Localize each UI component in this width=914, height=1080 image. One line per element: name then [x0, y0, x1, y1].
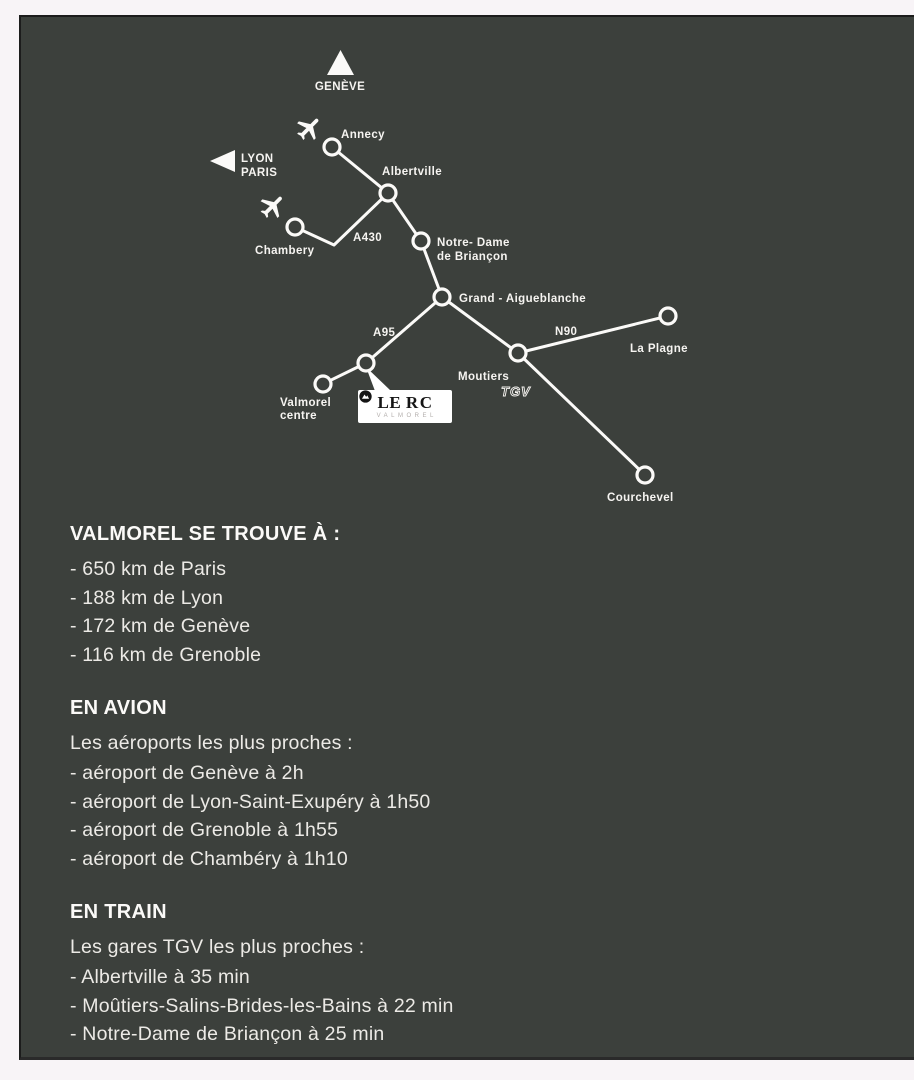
node-valmorel-centre [315, 376, 331, 392]
label-paris: PARIS [241, 167, 278, 179]
section-distances [70, 521, 884, 669]
node-la-plagne [660, 308, 676, 324]
label-lyon: LYON [241, 153, 274, 165]
label-moutiers: Moutiers [458, 371, 510, 383]
label-valmorel-line2: centre [280, 410, 317, 422]
list-item: - Moûtiers-Salins-Brides-les-Bains à 22 min [70, 994, 454, 1017]
avion-intro: Les aéroports les plus proches : [70, 732, 353, 754]
label-notre-dame-line2: de Briançon [437, 251, 508, 263]
road-moutiers-courchevel [518, 353, 645, 475]
le-roc-logo-title [378, 394, 433, 411]
node-albertville [380, 185, 396, 201]
access-map [21, 17, 914, 517]
list-item: - 650 km de Paris [70, 558, 227, 580]
access-text-content [70, 521, 884, 1049]
node-courchevel [637, 467, 653, 483]
list-item: - 172 km de Genève [70, 615, 251, 637]
avion-title: EN AVION [70, 697, 167, 719]
label-a430: A430 [353, 232, 383, 244]
label-geneve: GENÈVE [314, 81, 366, 93]
list-item: - aéroport de Genève à 2h [70, 762, 304, 784]
list-item: - Notre-Dame de Briançon à 25 min [70, 1023, 385, 1045]
node-notre-dame [413, 233, 429, 249]
train-list [70, 963, 884, 1049]
geneve-direction-triangle-icon [327, 50, 354, 75]
le-roc-logo-part2: C [419, 393, 433, 412]
label-courchevel: Courchevel [607, 492, 674, 504]
label-valmorel-line1: Valmorel [280, 397, 332, 409]
node-le-roc [358, 355, 374, 371]
access-map-svg [21, 17, 914, 517]
label-a95: A95 [373, 327, 396, 339]
road-annecy-albertville [332, 147, 388, 193]
train-intro: Les gares TGV les plus proches : [70, 936, 365, 958]
train-title: EN TRAIN [70, 901, 167, 923]
distances-title: VALMOREL SE TROUVE À : [70, 523, 341, 545]
le-roc-logo-subtitle: VALMOREL [376, 413, 437, 419]
le-roc-logo [358, 390, 452, 423]
distances-list [70, 555, 884, 669]
section-train [70, 899, 884, 1049]
label-tgv: TGV [501, 384, 531, 399]
node-annecy [324, 139, 340, 155]
lyon-paris-direction-triangle-icon [210, 150, 235, 172]
plane-icon-annecy [292, 111, 326, 145]
label-annecy: Annecy [341, 129, 385, 141]
road-grandaigueblanche-moutiers [442, 297, 518, 353]
le-roc-logo-part1: LE R [377, 393, 419, 412]
label-chambery: Chambery [255, 245, 315, 257]
node-chambery [287, 219, 303, 235]
mountain-disc-icon [359, 390, 372, 403]
label-albertville: Albertville [382, 166, 443, 178]
label-grand-aigueblanche: Grand - Aigueblanche [459, 293, 587, 305]
label-notre-dame-line1: Notre- Dame [437, 237, 510, 249]
plane-icon-chambery [255, 189, 289, 223]
node-moutiers [510, 345, 526, 361]
label-la-plagne: La Plagne [630, 343, 688, 355]
access-panel [19, 15, 914, 1060]
list-item: - 188 km de Lyon [70, 586, 224, 609]
list-item: - aéroport de Grenoble à 1h55 [70, 819, 339, 841]
list-item: - Albertville à 35 min [70, 966, 250, 988]
list-item: - 116 km de Grenoble [70, 643, 262, 666]
list-item: - aéroport de Lyon-Saint-Exupéry à 1h50 [70, 790, 431, 813]
avion-list [70, 759, 884, 873]
section-avion [70, 695, 884, 873]
node-grand-aigueblanche [434, 289, 450, 305]
list-item: - aéroport de Chambéry à 1h10 [70, 847, 348, 870]
label-n90: N90 [555, 326, 578, 338]
